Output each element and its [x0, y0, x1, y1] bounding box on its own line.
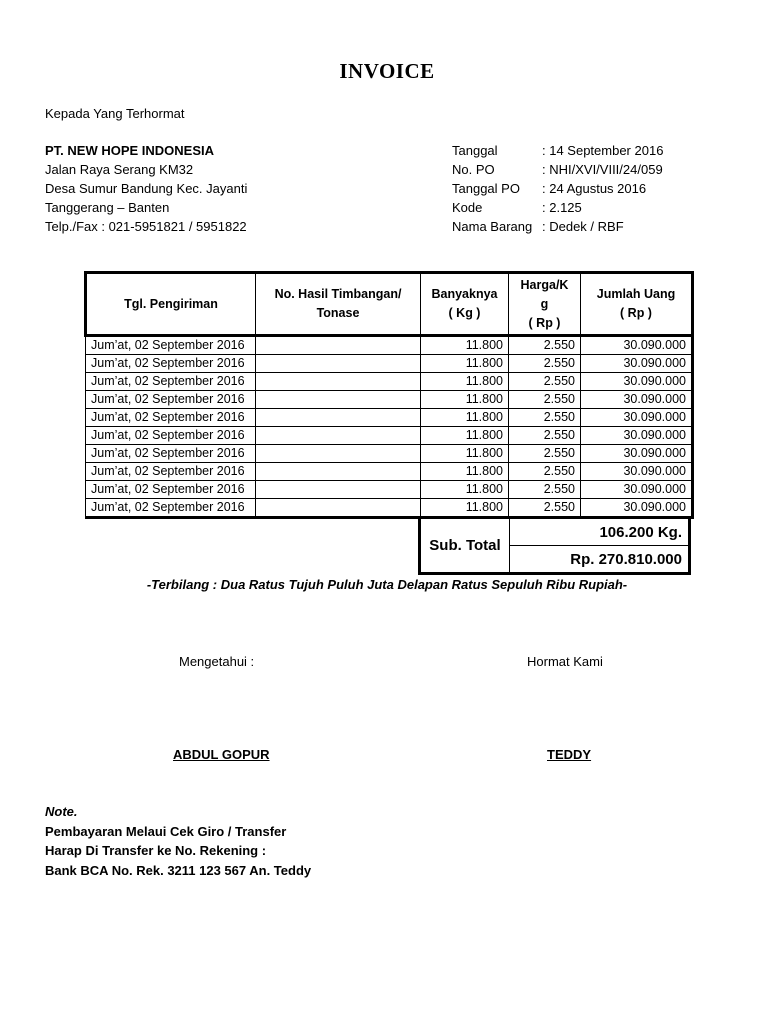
cell-qty: 11.800 — [421, 391, 509, 409]
header-price: Harga/K g ( Rp ) — [509, 273, 581, 336]
cell-amount: 30.090.000 — [581, 481, 693, 499]
meta-row — [452, 160, 663, 179]
table-header-row — [86, 273, 693, 336]
table-row — [86, 391, 693, 409]
cell-qty: 11.800 — [421, 463, 509, 481]
cell-weigh — [256, 409, 421, 427]
cell-date: Jum’at, 02 September 2016 — [86, 336, 256, 355]
cell-price: 2.550 — [509, 391, 581, 409]
meta-label: Nama Barang — [452, 219, 533, 234]
cell-date: Jum’at, 02 September 2016 — [86, 409, 256, 427]
note-line-1: Pembayaran Melaui Cek Giro / Transfer — [45, 823, 287, 839]
cell-qty: 11.800 — [421, 481, 509, 499]
meta-row — [452, 198, 663, 217]
table-row — [86, 355, 693, 373]
cell-price: 2.550 — [509, 445, 581, 463]
cell-weigh — [256, 445, 421, 463]
recipient-phone: Telp./Fax : 021-5951821 / 5951822 — [45, 219, 247, 234]
payment-note — [45, 802, 311, 880]
cell-amount: 30.090.000 — [581, 409, 693, 427]
meta-value: : 2.125 — [542, 200, 582, 215]
table-row — [86, 445, 693, 463]
cell-date: Jum’at, 02 September 2016 — [86, 355, 256, 373]
recipient-address-line-3: Tanggerang – Banten — [45, 200, 170, 215]
cell-amount: 30.090.000 — [581, 391, 693, 409]
meta-row — [452, 217, 663, 236]
greeting: Kepada Yang Terhormat — [45, 106, 185, 121]
cell-date: Jum’at, 02 September 2016 — [86, 391, 256, 409]
header-quantity: Banyaknya ( Kg ) — [421, 273, 509, 336]
cell-amount: 30.090.000 — [581, 336, 693, 355]
table-row — [86, 427, 693, 445]
invoice-title: INVOICE — [339, 59, 435, 83]
meta-value: : 24 Agustus 2016 — [542, 181, 647, 196]
note-title: Note. — [45, 804, 78, 819]
subtotal-box — [418, 518, 691, 575]
cell-price: 2.550 — [509, 499, 581, 518]
meta-label: Kode — [452, 200, 483, 215]
table-row — [86, 336, 693, 355]
cell-price: 2.550 — [509, 481, 581, 499]
meta-label: No. PO — [452, 162, 495, 177]
subtotal-label: Sub. Total — [420, 519, 510, 574]
cell-weigh — [256, 481, 421, 499]
subtotal-weight: 106.200 Kg. — [510, 519, 690, 546]
cell-amount: 30.090.000 — [581, 445, 693, 463]
note-line-3: Bank BCA No. Rek. 3211 123 567 An. Teddy — [45, 862, 312, 878]
table-row — [86, 463, 693, 481]
cell-weigh — [256, 427, 421, 445]
cell-price: 2.550 — [509, 373, 581, 391]
cell-qty: 11.800 — [421, 427, 509, 445]
cell-date: Jum’at, 02 September 2016 — [86, 373, 256, 391]
invoice-meta-block — [452, 141, 663, 236]
header-amount: Jumlah Uang ( Rp ) — [581, 273, 693, 336]
cell-amount: 30.090.000 — [581, 427, 693, 445]
cell-weigh — [256, 391, 421, 409]
cell-price: 2.550 — [509, 463, 581, 481]
table-row — [86, 499, 693, 518]
meta-label: Tanggal — [452, 143, 498, 158]
cell-date: Jum’at, 02 September 2016 — [86, 445, 256, 463]
cell-price: 2.550 — [509, 336, 581, 355]
table-row — [86, 481, 693, 499]
meta-row — [452, 179, 663, 198]
header-weighing-result: No. Hasil Timbangan/ Tonase — [256, 273, 421, 336]
cell-qty: 11.800 — [421, 336, 509, 355]
cell-date: Jum’at, 02 September 2016 — [86, 499, 256, 518]
cell-weigh — [256, 373, 421, 391]
recipient-company: PT. NEW HOPE INDONESIA — [45, 143, 215, 158]
cell-date: Jum’at, 02 September 2016 — [86, 427, 256, 445]
cell-qty: 11.800 — [421, 373, 509, 391]
cell-qty: 11.800 — [421, 409, 509, 427]
cell-weigh — [256, 463, 421, 481]
cell-weigh — [256, 355, 421, 373]
note-line-2: Harap Di Transfer ke No. Rekening : — [45, 843, 267, 858]
cell-price: 2.550 — [509, 409, 581, 427]
cell-weigh — [256, 499, 421, 518]
recipient-block — [45, 141, 247, 236]
recipient-address-line-1: Jalan Raya Serang KM32 — [45, 162, 194, 177]
cell-amount: 30.090.000 — [581, 373, 693, 391]
cell-amount: 30.090.000 — [581, 499, 693, 518]
cell-weigh — [256, 336, 421, 355]
sender-name: TEDDY — [547, 747, 592, 762]
cell-qty: 11.800 — [421, 445, 509, 463]
acknowledger-name: ABDUL GOPUR — [173, 747, 270, 762]
regards-label: Hormat Kami — [527, 654, 603, 669]
cell-date: Jum’at, 02 September 2016 — [86, 463, 256, 481]
acknowledged-label: Mengetahui : — [179, 654, 255, 669]
recipient-address-line-2: Desa Sumur Bandung Kec. Jayanti — [45, 181, 248, 196]
subtotal-amount: Rp. 270.810.000 — [510, 546, 690, 574]
invoice-items-table — [84, 271, 694, 519]
meta-value: : Dedek / RBF — [542, 219, 624, 234]
cell-amount: 30.090.000 — [581, 463, 693, 481]
amount-in-words: -Terbilang : Dua Ratus Tujuh Puluh Juta Delapan Ratus Sepuluh Ribu Rupiah- — [146, 577, 628, 592]
table-row — [86, 373, 693, 391]
meta-value: : NHI/XVI/VIII/24/059 — [542, 162, 663, 177]
table-row — [86, 409, 693, 427]
header-delivery-date: Tgl. Pengiriman — [86, 273, 256, 336]
cell-qty: 11.800 — [421, 355, 509, 373]
cell-date: Jum’at, 02 September 2016 — [86, 481, 256, 499]
cell-price: 2.550 — [509, 355, 581, 373]
cell-qty: 11.800 — [421, 499, 509, 518]
meta-label: Tanggal PO — [452, 181, 520, 196]
meta-row — [452, 141, 663, 160]
meta-value: : 14 September 2016 — [542, 143, 664, 158]
cell-amount: 30.090.000 — [581, 355, 693, 373]
cell-price: 2.550 — [509, 427, 581, 445]
